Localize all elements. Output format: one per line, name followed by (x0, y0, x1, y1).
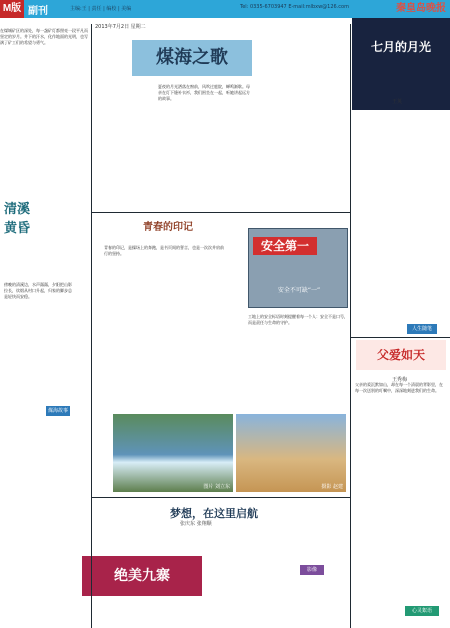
newspaper-brand: 秦皇岛晚报 (396, 3, 446, 14)
story-tag: 煤海故事 (47, 408, 68, 414)
article-column-4: 青春的印记，是操场上的奔跑，是书页间的誓言，也是一次次并肩前行的坚持。 (104, 245, 224, 256)
article-column-3: 傍晚的清溪边，水声潺潺，夕阳把山影拉长，炊烟从村口升起，归家的脚步总是轻快而安稳。 (4, 282, 72, 299)
column-divider-2 (350, 24, 351, 628)
row-divider-1 (91, 212, 350, 213)
headline-qingxi-huanghun: 清溪黄昏 (4, 202, 31, 236)
headline-mine-song: 煤海之歌 (132, 40, 252, 76)
headline-dream-start: 梦想，在这里启航 (170, 507, 258, 520)
article-column-1: 在煤城矿区的深处，每一盏矿灯都照亮一段平凡而坚定的岁月。井下的汗水，化作地面的光明，也写满了矿工们的希望与勇气。 (0, 28, 88, 45)
editor-meta: 主编:王 | 责任 | 编校 | 美编 (70, 6, 132, 12)
row-divider-2 (91, 497, 350, 498)
headline-juemei-jiuzhai: 绝美九寨 (82, 556, 202, 596)
column-divider-1 (91, 24, 92, 628)
desert-caption: 摄影 赵建 (321, 484, 343, 490)
safety-title: 安全第一 (253, 237, 317, 255)
life-tag: 人生随笔 (407, 324, 437, 334)
desert-photo (236, 414, 346, 492)
article-column-6: 父亲的爱沉默如山，却在每一个清晨的背影里，在每一次送别的叮嘱中，深深地刻进我们的生命。 (355, 382, 443, 393)
author-seven: 王英 (392, 99, 403, 105)
love-tag: 心灵絮语 (405, 606, 439, 616)
safety-slogan: 安全不可缺“一” (277, 287, 321, 294)
hotline: Tel: 0335-6703947 E-mail:mlbxw@126.com (240, 4, 349, 10)
author-father: 王秀梅 (392, 377, 408, 383)
page-logo: M版 (0, 0, 24, 18)
author-dream: 张庆东 张翔顺 (180, 521, 212, 527)
safety-image (248, 228, 348, 308)
article-column-5: 工地上的安全标语时刻提醒着每一个人：安全不是口号，而是责任与生命的守护。 (248, 314, 348, 325)
headline-father-love: 父爱如天 (356, 340, 446, 370)
publish-date: 2013年7月2日 星期二 (95, 24, 146, 30)
waterfall-caption: 图片 刘立东 (203, 484, 230, 490)
waterfall-photo (113, 414, 233, 492)
headline-seven-moon (352, 18, 450, 110)
headline-seven-moon-text: 七月的月光 (370, 40, 431, 54)
headline-youth-memory: 青春的印记 (143, 222, 193, 233)
section-title: 副刊 (28, 6, 48, 17)
film-tag: 影像 (300, 565, 324, 575)
row-divider-3 (350, 337, 450, 338)
article-column-2: 夏夜的月光洒落在窗前，风吹过庭院，蝉鸣渐歇。母亲在灯下缝补衣衫，我们围坐在一起，听她讲起远方的故事。 (158, 84, 250, 101)
